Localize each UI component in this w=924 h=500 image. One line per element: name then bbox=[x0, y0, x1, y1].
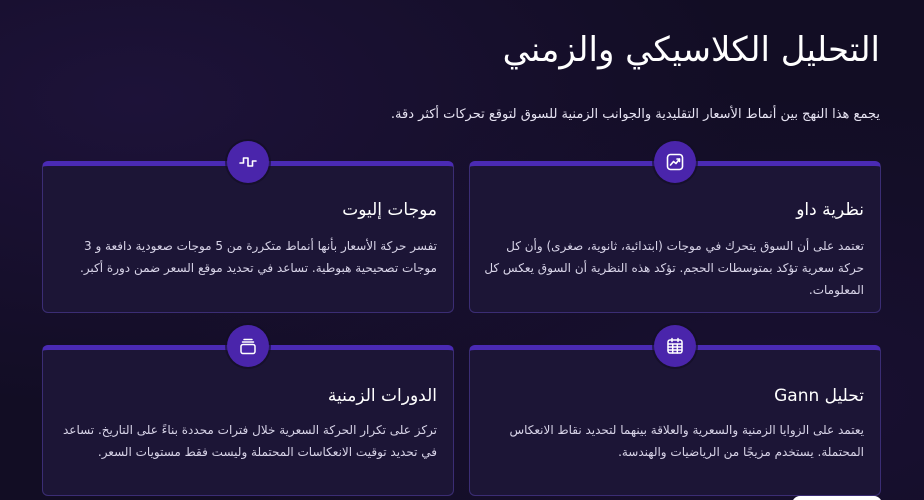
scroll-indicator bbox=[792, 496, 882, 500]
page-intro: يجمع هذا النهج بين أنماط الأسعار التقليدية والجوانب الزمنية للسوق لتوقع تحركات أكثر دقة. bbox=[390, 107, 880, 122]
page-title: التحليل الكلاسيكي والزمني bbox=[502, 30, 880, 70]
card-time-cycles bbox=[42, 345, 454, 496]
card-title: الدورات الزمنية bbox=[327, 386, 437, 406]
wave-signal-icon bbox=[227, 141, 269, 183]
card-description: تركز على تكرار الحركة السعرية خلال فترات محددة بناءً على التاريخ. تساعد في تحديد توقيت الانعكاسات المحتملة وليست فقط مستويات السعر. bbox=[62, 423, 437, 459]
card-title: نظرية داو bbox=[796, 200, 864, 220]
card-gann-analysis bbox=[469, 345, 881, 496]
card-description: تعتمد على أن السوق يتحرك في موجات (ابتدائية، ثانوية، صغرى) وأن كل حركة سعرية تؤكد بمتوسطات الحجم. تؤكد هذه النظرية أن السوق يعكس كل المعلومات. bbox=[484, 239, 864, 297]
trending-chart-icon bbox=[654, 141, 696, 183]
calendar-grid-icon bbox=[654, 325, 696, 367]
stacked-layers-icon bbox=[227, 325, 269, 367]
card-title: تحليل Gann bbox=[774, 386, 864, 406]
card-title: موجات إليوت bbox=[342, 200, 437, 220]
card-description: يعتمد على الزوايا الزمنية والسعرية والعلاقة بينهما لتحديد نقاط الانعكاس المحتملة. يستخدم مزيجًا من الرياضيات والهندسة. bbox=[509, 423, 864, 459]
card-description: تفسر حركة الأسعار بأنها أنماط متكررة من 5 موجات صعودية دافعة و 3 موجات تصحيحية هبوطية. تساعد في تحديد موقع السعر ضمن دورة أكبر. bbox=[80, 239, 437, 275]
card-elliott-waves bbox=[42, 161, 454, 313]
card-dow-theory bbox=[469, 161, 881, 313]
